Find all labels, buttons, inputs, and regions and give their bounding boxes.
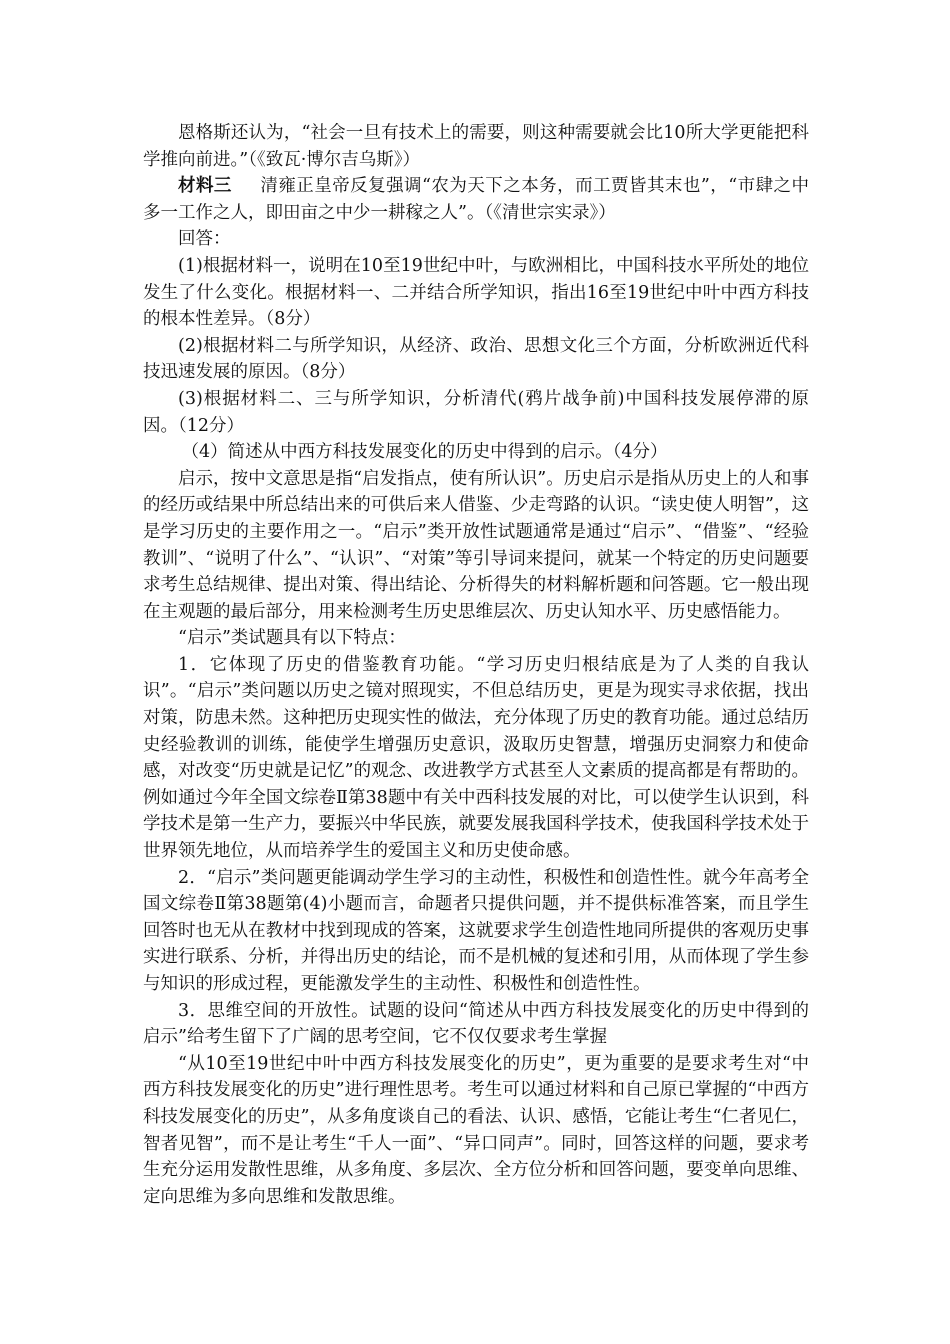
question-3: (3)根据材料二、三与所学知识，分析清代(鸦片战争前)中国科技发展停滞的原因。（12分） (143, 388, 809, 436)
document-body (143, 120, 809, 1210)
question-4: （4）简述从中西方科技发展变化的历史中得到的启示。（4分） (181, 442, 668, 463)
answer-label: 回答： (178, 229, 231, 250)
question-2: (2)根据材料二与所学知识，从经济、政治、思想文化三个方面，分析欧洲近代科技迅速发展的原因。（8分） (143, 335, 809, 383)
paragraph-engels-quote: 恩格斯还认为，“社会一旦有技术上的需要，则这种需要就会比10所大学更能把科学推向前进。”（《致瓦·博尔吉乌斯》） (143, 123, 809, 170)
feature-2: 2．“启示”类问题更能调动学生学习的主动性，积极性和创造性性。就今年高考全国文综卷Ⅱ第38题第(4)小题而言，命题者只提供问题，并不提供标准答案，而且学生回答时也无从在教材中找到现成的答案，这就要求学生创造性地同所提供的客观历史事实进行联系、分析，并得出历史的结论，而不是机械的复述和引用，从而体现了学生参与知识的形成过程，更能激发学生的主动性、积极性和创造性性。 (143, 867, 809, 994)
material-three-label: 材料三 (178, 176, 232, 197)
material-three-text: 清雍正皇帝反复强调“农为天下之本务，而工贾皆其末也”，“市肆之中多一工作之人，即田亩之中少一耕稼之人”。（《清世宗实录》） (143, 176, 809, 223)
paragraph-material-three (143, 173, 809, 226)
feature-3: 3．思维空间的开放性。试题的设问“简述从中西方科技发展变化的历史中得到的启示”给考生留下了广阔的思考空间，它不仅仅要求考生掌握 (143, 1000, 809, 1048)
paragraph-features-intro: “启示”类试题具有以下特点： (178, 628, 406, 649)
feature-1: 1．它体现了历史的借鉴教育功能。“学习历史归根结底是为了人类的自我认识”。“启示”类问题以历史之镜对照现实，不但总结历史，更是为现实寻求依据，找出对策，防患未然。这种把历史现实性的做法，充分体现了历史的教育功能。通过总结历史经验教训的训练，能使学生增强历史意识，汲取历史智慧，增强历史洞察力和使命感，对改变“历史就是记忆”的观念、改进教学方式甚至人文素质的提高都是有帮助的。例如通过今年全国文综卷Ⅱ第38题中有关中西科技发展的对比，可以使学生认识到，科学技术是第一生产力，要振兴中华民族，就要发展我国科学技术，使我国科学技术处于世界领先地位，从而培养学生的爱国主义和历史使命感。 (143, 654, 809, 862)
paragraph-qishi-definition: 启示，按中文意思是指“启发指点，使有所认识”。历史启示是指从历史上的人和事的经历或结果中所总结出来的可供后来人借鉴、少走弯路的认识。“读史使人明智”，这是学习历史的主要作用之一。“启示”类开放性试题通常是通过“启示”、“借鉴”、“经验教训”、“说明了什么”、“认识”、“对策”等引导词来提问，就某一个特定的历史问题要求考生总结规律、提出对策、得出结论、分析得失的材料解析题和问答题。它一般出现在主观题的最后部分，用来检测考生历史思维层次、历史认知水平、历史感悟能力。 (143, 468, 809, 622)
question-1: (1)根据材料一，说明在10至19世纪中叶，与欧洲相比，中国科技水平所处的地位发生了什么变化。根据材料一、二并结合所学知识，指出16至19世纪中叶中西方科技的根本性差异。（8分） (143, 255, 809, 330)
feature-3-continued: “从10至19世纪中叶中西方科技发展变化的历史”，更为重要的是要求考生对“中西方科技发展变化的历史”进行理性思考。考生可以通过材料和自己原已掌握的“中西方科技发展变化的历史”，从多角度谈自己的看法、认识、感悟，它能让考生“仁者见仁，智者见智”，而不是让考生“千人一面”、“异口同声”。同时，回答这样的问题，要求考生充分运用发散性思维，从多角度、多层次、全方位分析和回答问题，要变单向思维、定向思维为多向思维和发散思维。 (143, 1053, 809, 1207)
